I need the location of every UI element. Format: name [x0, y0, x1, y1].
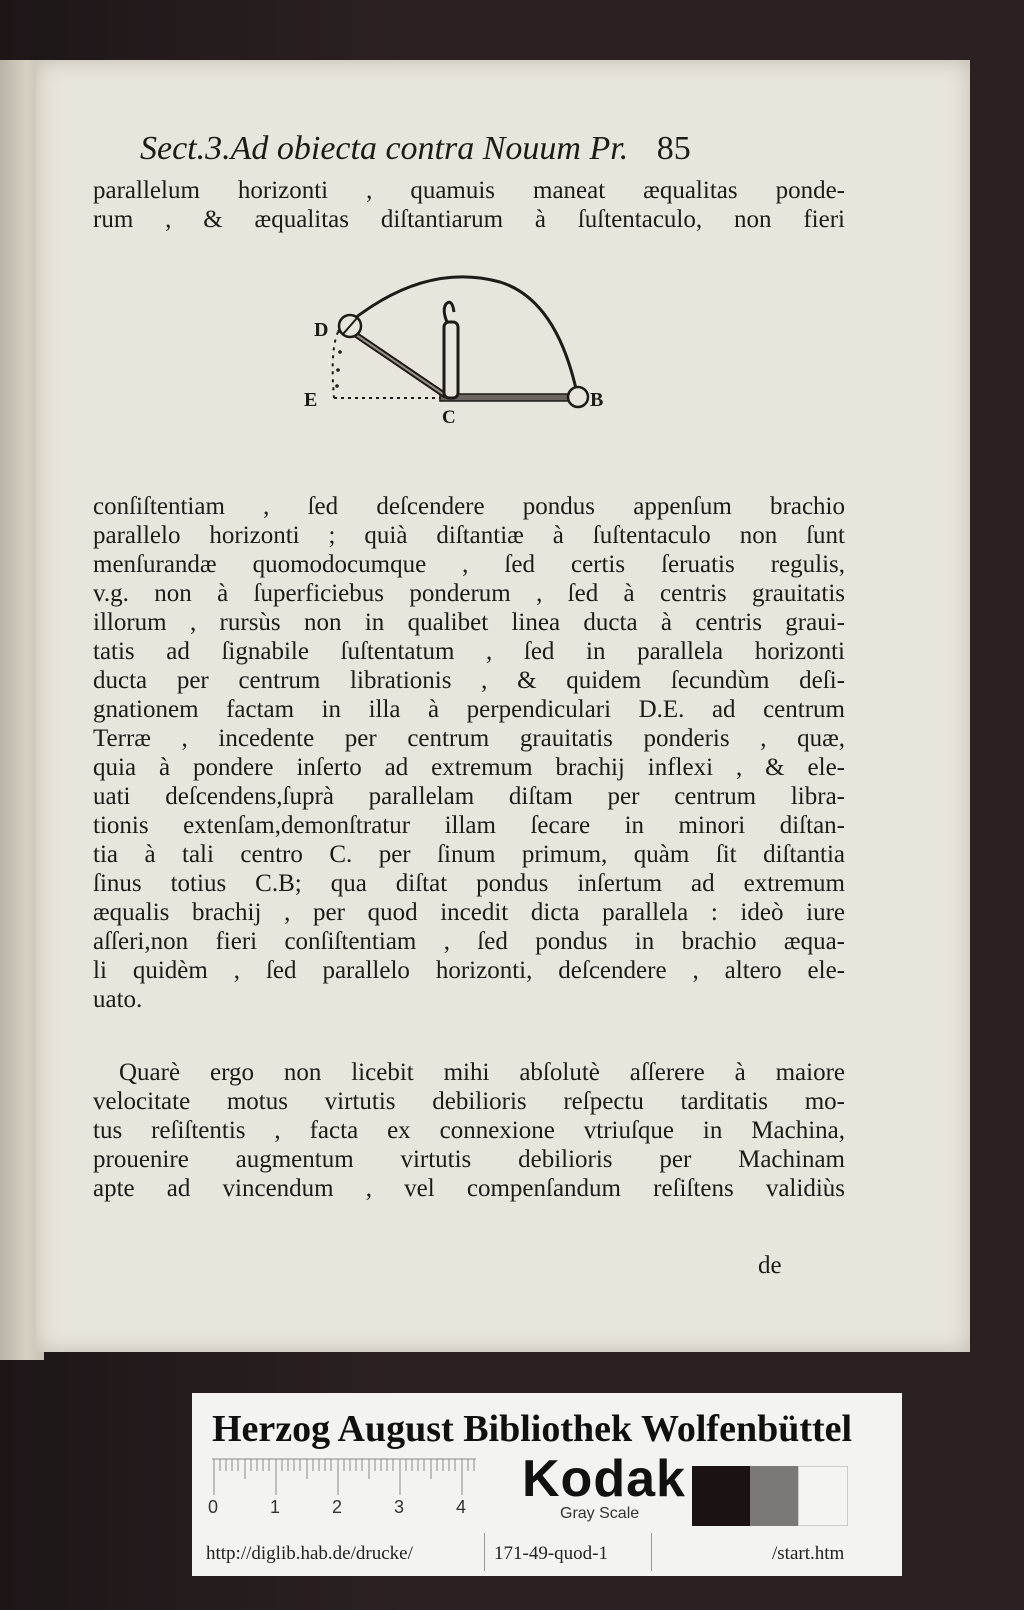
text-line: ſinus totius C.B; qua diſtat pondus inſertum ad extremum: [93, 870, 845, 897]
page-number: 85: [656, 130, 691, 167]
ruler-scale: [212, 1457, 482, 1497]
library-calibration-card: [192, 1393, 902, 1576]
text-line: tatis ad ſignabile ſuſtentatum , ſed in parallela horizonti: [93, 638, 845, 665]
text-line: uati deſcendens,ſuprà parallelam diſtam per centrum libra-: [93, 783, 845, 810]
lever-arm-cb: [440, 394, 576, 401]
gray-swatch-mid: [750, 1466, 798, 1526]
text-line: Quarè ergo non licebit mihi abſolutè aſſerere à maiore: [119, 1059, 845, 1086]
text-line: menſurandæ quomodocumque , ſed certis ſeruatis regulis,: [93, 551, 845, 578]
text-line: li quidèm , ſed parallelo horizonti, deſcendere , altero ele-: [93, 957, 845, 984]
url-base: http://diglib.hab.de/drucke/: [206, 1543, 413, 1564]
weight-b-circle: [568, 387, 588, 407]
text-line: æqualis brachij , per quod incedit dicta parallela : ideò iure: [93, 899, 845, 926]
text-line: tia à tali centro C. per ſinum primum, quàm ſit diſtantia: [93, 841, 845, 868]
main-paragraph: [93, 492, 845, 1014]
text-line: tus reſiſtentis , facta ex connexione vtriuſque in Machina,: [93, 1117, 845, 1144]
ruler-number: 4: [456, 1497, 467, 1517]
ruler-number: 1: [270, 1497, 281, 1517]
url-id: 171-49-quod-1: [494, 1543, 608, 1564]
header-title: Sect.3.Ad obiecta contra Nouum Pr.: [140, 130, 629, 167]
text-line: ducta per centrum librationis , & quidem ſecundùm deſi-: [93, 667, 845, 694]
perpendicular-dotted: [333, 332, 338, 398]
fulcrum-hook: [444, 302, 454, 322]
text-line: rum , & æqualitas diſtantiarum à ſuſtentaculo, non fieri: [93, 206, 845, 233]
text-line: parallelo horizonti ; quià diſtantiæ à ſuſtentaculo non ſunt: [93, 522, 845, 549]
text-line: apte ad vincendum , vel compenſandum reſiſtens validiùs: [93, 1175, 845, 1202]
dot: [335, 384, 339, 388]
url-end: /start.htm: [772, 1543, 845, 1564]
label-b: B: [590, 389, 604, 411]
text-line: conſiſtentiam , ſed deſcendere pondus appenſum brachio: [93, 493, 845, 520]
ruler-number: 3: [394, 1497, 405, 1517]
label-d: D: [314, 319, 329, 341]
text-line: prouenire augmentum virtutis debilioris per Machinam: [93, 1146, 845, 1173]
text-line: quia à pondere inſerto ad extremum brachij inflexi , & ele-: [93, 754, 845, 781]
fulcrum-post: [444, 322, 458, 398]
label-e: E: [304, 389, 318, 411]
text-line: Terræ , incedente per centrum grauitatis ponderis , quæ,: [93, 725, 845, 752]
top-paragraph: [93, 176, 845, 234]
lever-diagram: [300, 270, 640, 440]
text-line: v.g. non à ſuperficiebus ponderum , ſed à centris grauitatis: [93, 580, 845, 607]
second-paragraph: [93, 1058, 845, 1203]
kodak-logo: Kodak: [522, 1450, 686, 1508]
text-line: uato.: [93, 986, 143, 1013]
text-line: parallelum horizonti , quamuis maneat æqualitas ponde-: [93, 177, 845, 204]
ruler-number: 2: [332, 1497, 343, 1517]
text-line: illorum , rursùs non in qualibet linea ducta à centris graui-: [93, 609, 845, 636]
text-line: velocitate motus virtutis debilioris reſpectu tarditatis mo-: [93, 1088, 845, 1115]
dot: [338, 350, 342, 354]
text-line: gnationem factam in illa à perpendiculari D.E. ad centrum: [93, 696, 845, 723]
ruler-number: 0: [208, 1497, 219, 1517]
text-line: tionis extenſam,demonſtratur illam ſecare in minori diſtan-: [93, 812, 845, 839]
label-c: C: [442, 407, 456, 428]
gray-swatch-dark: [692, 1466, 750, 1526]
catchword: de: [758, 1252, 782, 1279]
dot: [336, 368, 340, 372]
running-header: [140, 130, 860, 180]
gray-swatch-light: [798, 1466, 848, 1526]
text-line: aſſeri,non fieri conſiſtentiam , ſed pondus in brachio æqua-: [93, 928, 845, 955]
gray-scale-label: Gray Scale: [560, 1505, 640, 1522]
lever-arm-cd-inner: [346, 328, 446, 396]
library-name: Herzog August Bibliothek Wolfenbüttel: [212, 1408, 853, 1450]
